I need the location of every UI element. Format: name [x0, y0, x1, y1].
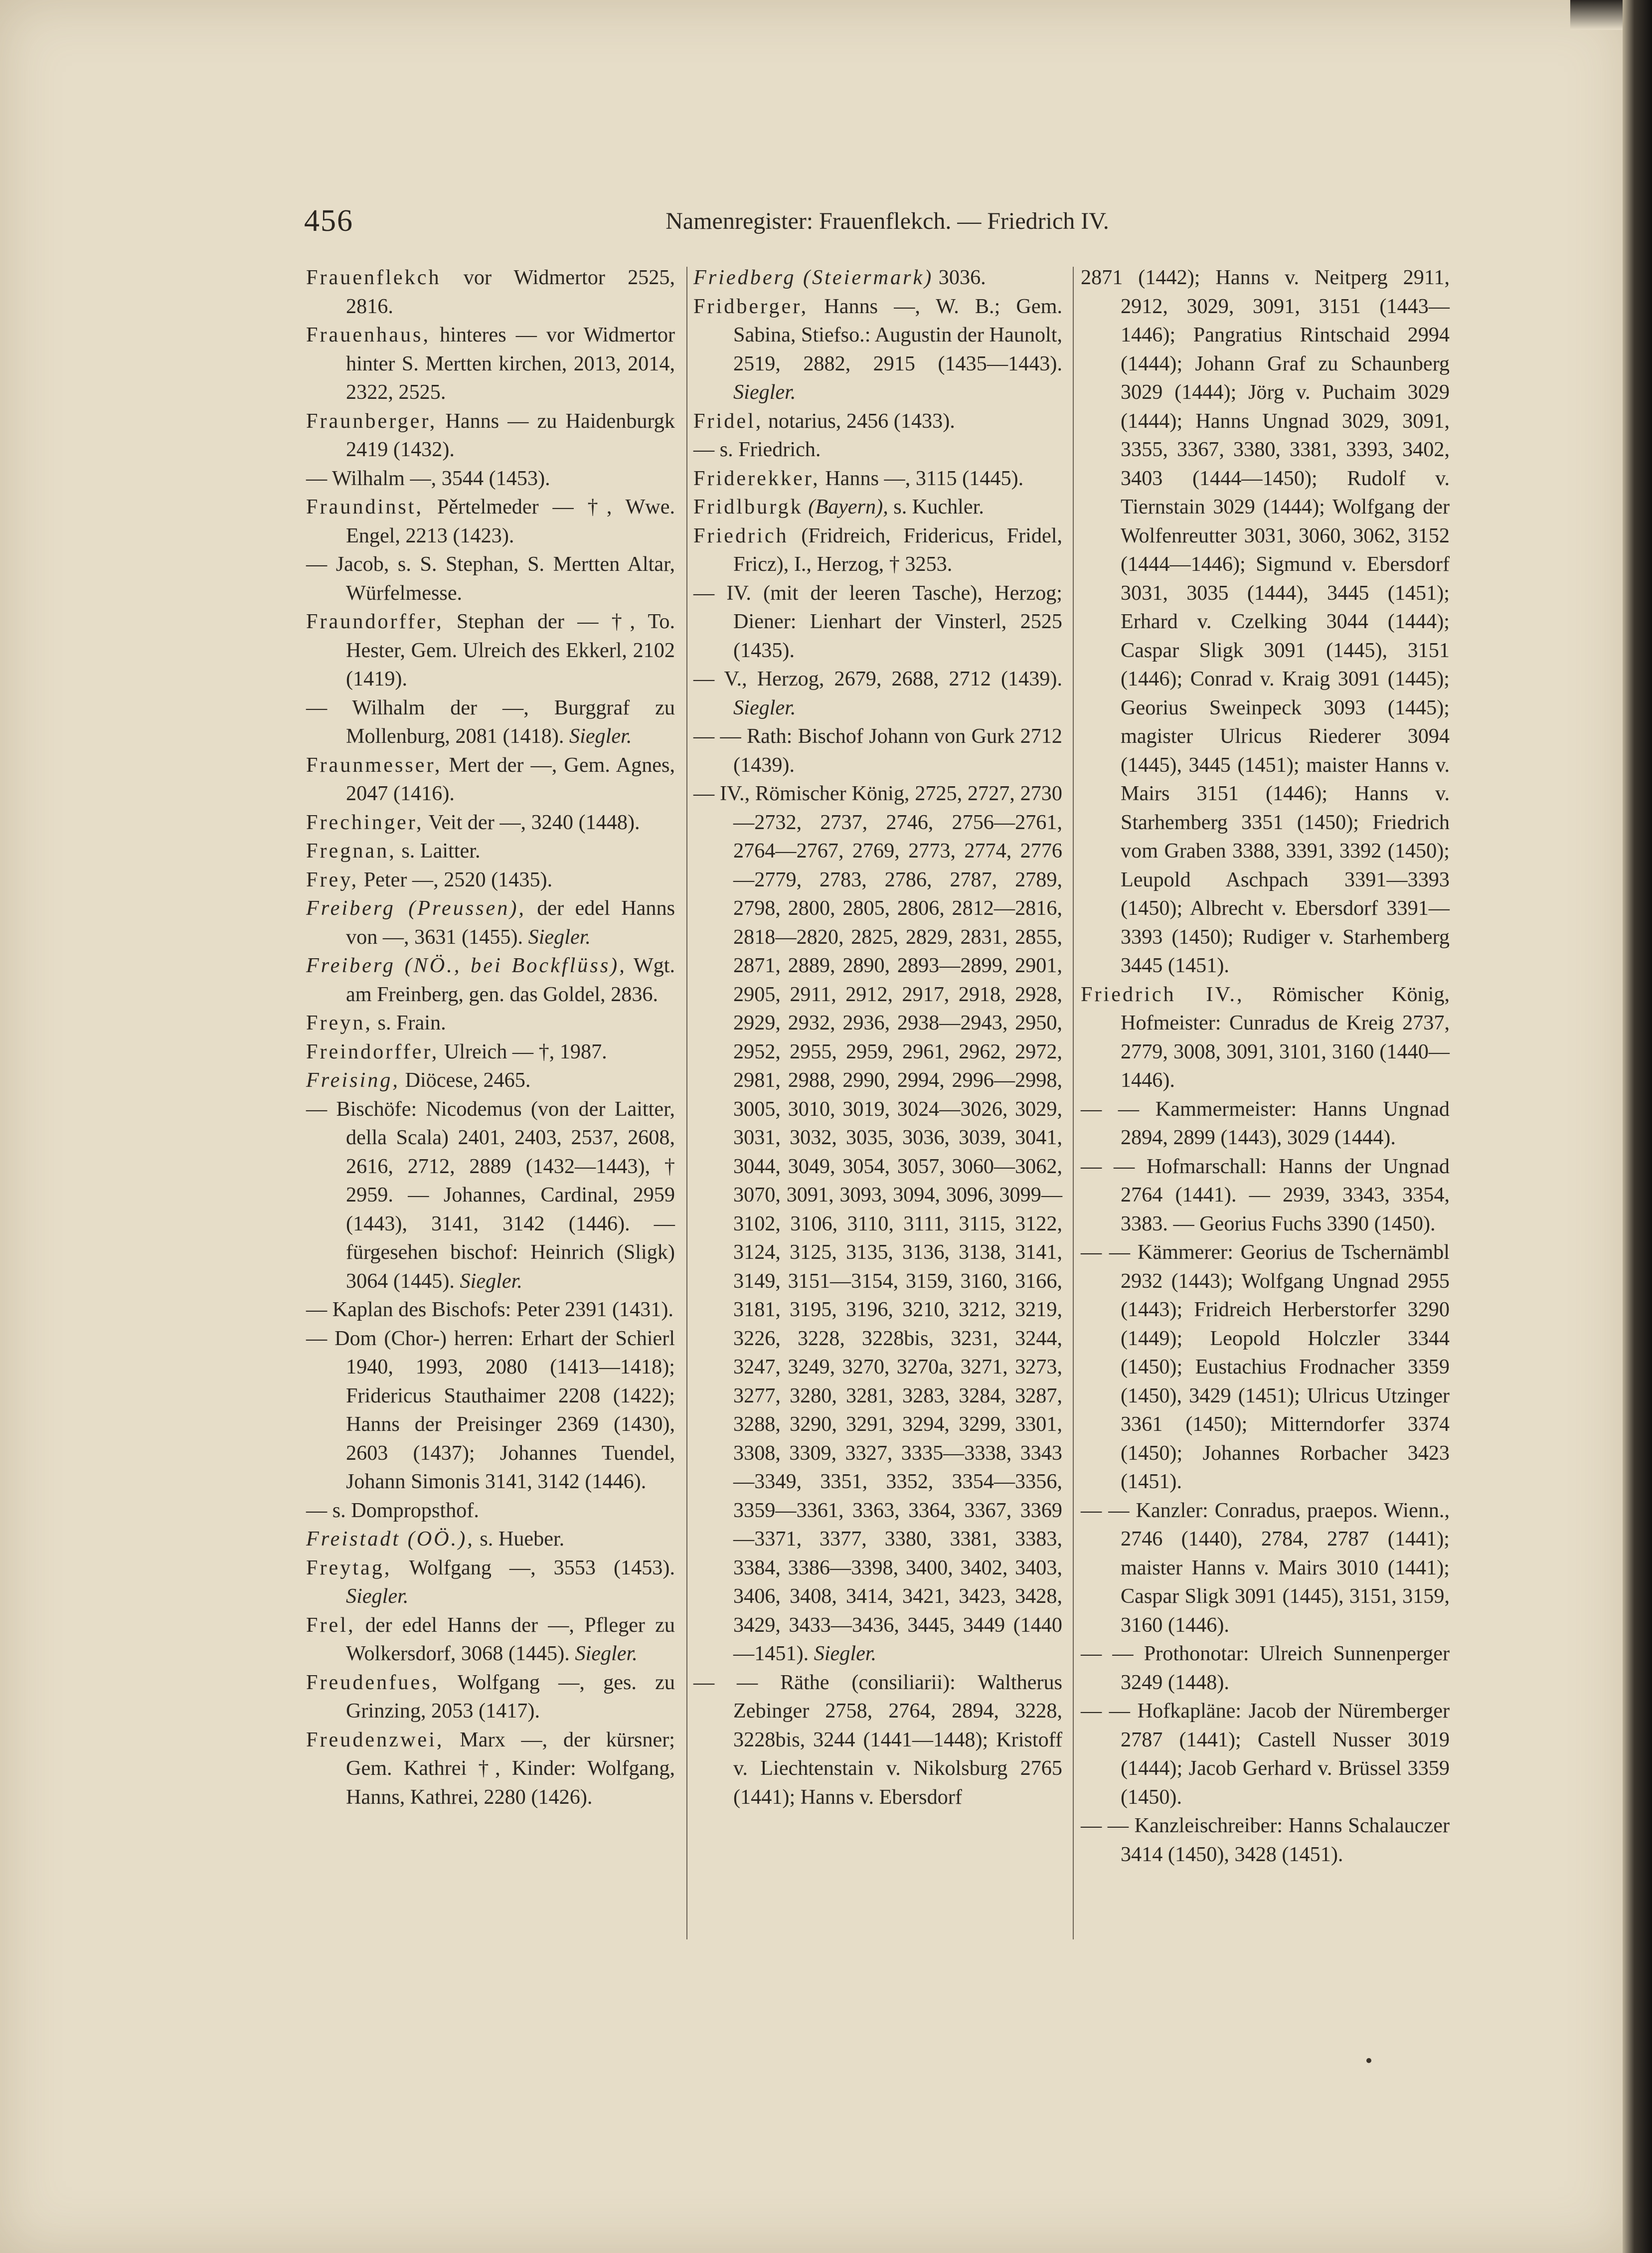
index-entry [306, 1066, 675, 1095]
entry-headword: Friedrich IV., [1081, 982, 1244, 1006]
index-entry [1081, 1238, 1450, 1496]
entry-headword: Frauenflekch [306, 266, 441, 289]
entry-text: s. Laitter. [401, 839, 481, 863]
index-entry [693, 665, 1062, 722]
entry-text: s. Frain. [377, 1011, 446, 1035]
index-entry [306, 493, 675, 550]
entry-text: — — Kammermeister: Hanns Ungnad 2894, 2899 (1443), 3029 (1444). [1081, 1097, 1450, 1149]
index-entry [306, 837, 675, 866]
index-entry [306, 321, 675, 407]
entry-text: Peter —, 2520 (1435). [363, 867, 553, 891]
running-title: Namenregister: Frauenflekch. — Friedrich IV. [665, 208, 1109, 234]
entry-headword: Freiberg (Preussen), [306, 896, 526, 920]
index-entry [693, 1668, 1062, 1812]
index-entry [1081, 1697, 1450, 1811]
index-entry [306, 407, 675, 464]
entry-text: Wgt. am Freinberg, gen. das Goldel, 2836. [346, 954, 675, 1006]
index-entry [306, 1726, 675, 1812]
index-entry [693, 579, 1062, 665]
index-entry [693, 521, 1062, 579]
index-entry [306, 808, 675, 837]
entry-text: Hanns —, W. B.; Gem. Sabina, Stiefso.: Augustin der Haunolt, 2519, 2882, 2915 (1435—1443). [733, 294, 1062, 375]
index-entry [306, 1496, 675, 1525]
index-entry [306, 693, 675, 751]
entry-headword: Frel, [306, 1613, 355, 1637]
entry-headword: Friedrich [693, 523, 789, 547]
index-entry [693, 464, 1062, 493]
index-entry [306, 894, 675, 951]
entry-text: hinteres — vor Widmertor hinter S. Mertten kirchen, 2013, 2014, 2322, 2525. [346, 323, 675, 404]
entry-text: Veit der —, 3240 (1448). [428, 810, 640, 834]
entry-text: — Jacob, s. S. Stephan, S. Mertten Altar, Würfelmesse. [306, 552, 675, 605]
index-entry [306, 951, 675, 1009]
entry-text: Wolfgang —, 3553 (1453). [409, 1556, 675, 1579]
index-entry [1081, 1639, 1450, 1697]
entry-text: — Bischöfe: Nicodemus (von der Laitter, della Scala) 2401, 2403, 2537, 2608, 2616, 2712, 2889 (1432—1443), † 2959. — Johannes, Cardinal, 2959 (1443), 3141, 3142 (1446). — fürgesehen bischof: Heinrich (Sligk) 3064 (1445). [306, 1097, 675, 1293]
entry-text: Pěrtelmeder — †, Wwe. Engel, 2213 (1423). [346, 495, 675, 547]
index-entry [1081, 263, 1450, 980]
index-entry [306, 550, 675, 607]
entry-text: Mert der —, Gem. Agnes, 2047 (1416). [346, 753, 675, 805]
index-entry [306, 1554, 675, 1611]
entry-headword: Frauenhaus, [306, 323, 431, 347]
entry-headword: Fridberger, [693, 294, 809, 318]
entry-headword: Fraundinst, [306, 495, 424, 519]
entry-headword: Freising, [306, 1068, 400, 1092]
entry-text: Siegler. [575, 1642, 638, 1665]
entry-text: Hanns —, 3115 (1445). [825, 466, 1024, 490]
page-number: 456 [304, 204, 353, 238]
entry-text: Siegler. [528, 925, 591, 949]
entry-text: — — Kanzler: Conradus, praepos. Wienn., 2746 (1440), 2784, 2787 (1441); maister Hanns v. Mairs 3010 (1441); Caspar Sligk 3091 (1445), 3151, 3159, 3160 (1446). [1081, 1498, 1450, 1637]
entry-text: 3036. [938, 266, 986, 289]
entry-text: notarius, 2456 (1433). [768, 409, 955, 433]
column-rule [686, 267, 687, 1939]
entry-text: — IV. (mit der leeren Tasche), Herzog; Diener: Lienhart der Vinsterl, 2525 (1435). [693, 581, 1062, 662]
entry-text: Marx —, der kürsner; Gem. Kathrei †, Kinder: Wolfgang, Hanns, Kathrei, 2280 (1426). [346, 1728, 675, 1809]
entry-headword: Fridlburgk [693, 495, 803, 519]
index-entry [306, 1038, 675, 1066]
index-entry [693, 779, 1062, 1668]
entry-headword: Freiberg (NÖ., bei Bockflüss), [306, 954, 627, 977]
index-column-left [306, 263, 675, 1811]
index-entry [1081, 980, 1450, 1095]
index-entry [306, 263, 675, 321]
entry-text: — — Rath: Bischof Johann von Gurk 2712 (1439). [693, 724, 1062, 777]
entry-text: — — Hofmarschall: Hanns der Ungnad 2764 (1441). — 2939, 3343, 3354, 3383. — Georius Fuchs 3390 (1450). [1081, 1154, 1450, 1235]
page-corner-shadow [1570, 0, 1630, 30]
index-entry [1081, 1496, 1450, 1640]
index-entry [306, 464, 675, 493]
index-entry [1081, 1095, 1450, 1152]
index-entry [306, 751, 675, 808]
index-entry [306, 1295, 675, 1324]
entry-headword: Fraundorffer, [306, 610, 444, 633]
entry-headword: Fraunberger, [306, 409, 437, 433]
entry-headword: Frey, [306, 867, 359, 891]
entry-text: vor Widmertor 2525, 2816. [346, 266, 675, 318]
entry-text: — — Kämmerer: Georius de Tschernämbl 2932 (1443); Wolfgang Ungnad 2955 (1443); Fridreich Herberstorfer 3290 (1449); Leopold Holczler 3344 (1450); Eustachius Frodnacher 3359 (1450), 3429 (1451); Ulricus Utzinger 3361 (1450); Mitterndorfer 3374 (1450); Johannes Rorbacher 3423 (1451). [1081, 1240, 1450, 1493]
entry-headword: Freistadt (OÖ.), [306, 1527, 475, 1551]
entry-text: (Fridreich, Fridericus, Fridel, Fricz), I., Herzog, † 3253. [733, 523, 1062, 576]
entry-text: — s. Friedrich. [693, 438, 821, 461]
entry-headword: Freytag, [306, 1556, 392, 1579]
entry-headword: Fregnan, [306, 839, 396, 863]
entry-text: Siegler. [346, 1584, 409, 1608]
index-column-middle [693, 263, 1062, 1811]
entry-text: — V., Herzog, 2679, 2688, 2712 (1439). [693, 667, 1062, 691]
index-entry [306, 1009, 675, 1038]
entry-text: Diöcese, 2465. [405, 1068, 531, 1092]
ink-spot [1366, 2058, 1371, 2063]
index-entry [693, 435, 1062, 464]
index-entry [306, 1611, 675, 1668]
index-entry [693, 407, 1062, 436]
entry-headword: Freyn, [306, 1011, 372, 1035]
entry-text: — Wilhalm —, 3544 (1453). [306, 466, 550, 490]
entry-text: — — Kanzleischreiber: Hanns Schalauczer 3414 (1450), 3428 (1451). [1081, 1814, 1450, 1866]
index-entry [306, 607, 675, 693]
index-entry [306, 1095, 675, 1296]
page-header [304, 203, 1471, 248]
index-entry [1081, 1811, 1450, 1869]
entry-text: Siegler. [733, 695, 796, 719]
entry-headword: Friedberg (Steiermark) [693, 266, 934, 289]
entry-text: der edel Hanns von —, 3631 (1455). [346, 896, 675, 949]
entry-headword: Fraunmesser, [306, 753, 442, 777]
entry-text: — Dom (Chor-) herren: Erhart der Schierl 1940, 1993, 2080 (1413—1418); Fridericus Stauthaimer 2208 (1422); Hanns der Preisinger 2369 (1430), 2603 (1437); Johannes Tuendel, Johann Simonis 3141, 3142 (1446). [306, 1326, 675, 1493]
column-rule [1073, 267, 1074, 1939]
index-entry [306, 1324, 675, 1496]
index-entry [693, 722, 1062, 779]
entry-text: — Kaplan des Bischofs: Peter 2391 (1431). [306, 1298, 673, 1321]
entry-headword: Freindorffer, [306, 1040, 439, 1063]
entry-text: — — Hofkapläne: Jacob der Nüremberger 2787 (1441); Castell Nusser 3019 (1444); Jacob Gerhard v. Brüssel 3359 (1450). [1081, 1699, 1450, 1809]
entry-text: 2871 (1442); Hanns v. Neitperg 2911, 2912, 3029, 3091, 3151 (1443—1446); Pangratius Rintschaid 2994 (1444); Johann Graf zu Schaunberg 3029 (1444); Jörg v. Puchaim 3029 (1444); Hanns Ungnad 3029, 3091, 3355, 3367, 3380, 3381, 3393, 3402, 3403 (1444—1450); Rudolf v. Tiernstain 3029 (1444); Wolfgang der Wolfenreutter 3031, 3060, 3062, 3152 (1444—1446); Sigmund v. Ebersdorf 3031, 3035 (1444), 3445 (1451); Erhard v. Czelking 3044 (1444); Caspar Sligk 3091 (1445), 3151 (1446); Conrad v. Kraig 3091 (1445); Georius Sweinpeck 3093 (1445); magister Ulricus Riederer 3094 (1445), 3445 (1451); maister Hanns v. Mairs 3151 (1446); Hanns v. Starhemberg 3351 (1450); Friedrich vom Graben 3388, 3391, 3392 (1450); Leupold Aschpach 3391—3393 (1450); Albrecht v. Ebersdorf 3391—3393 (1450); Rudiger v. Starhemberg 3445 (1451). [1081, 266, 1450, 977]
index-entry [693, 263, 1062, 292]
entry-headword: Fridel, [693, 409, 763, 433]
entry-text: der edel Hanns der —, Pfleger zu Wolkersdorf, 3068 (1445). [346, 1613, 675, 1665]
entry-text: — IV., Römischer König, 2725, 2727, 2730—2732, 2737, 2746, 2756—2761, 2764—2767, 2769, 2773, 2774, 2776—2779, 2783, 2786, 2787, 2789, 2798, 2800, 2805, 2806, 2812—2816, 2818—2820, 2825, 2829, 2831, 2855, 2871, 2889, 2890, 2893—2899, 2901, 2905, 2911, 2912, 2917, 2918, 2928, 2929, 2932, 2936, 2938—2943, 2950, 2952, 2955, 2959, 2961, 2962, 2972, 2981, 2988, 2990, 2994, 2996—2998, 3005, 3010, 3019, 3024—3026, 3029, 3031, 3032, 3035, 3036, 3039, 3041, 3044, 3049, 3054, 3057, 3060—3062, 3070, 3091, 3093, 3094, 3096, 3099—3102, 3106, 3110, 3111, 3115, 3122, 3124, 3125, 3135, 3136, 3138, 3141, 3149, 3151—3154, 3159, 3160, 3166, 3181, 3195, 3196, 3210, 3212, 3219, 3226, 3228, 3228bis, 3231, 3244, 3247, 3249, 3270, 3270a, 3271, 3273, 3277, 3280, 3281, 3283, 3284, 3287, 3288, 3290, 3291, 3294, 3299, 3301, 3308, 3309, 3327, 3335—3338, 3343—3349, 3351, 3352, 3354—3356, 3359—3361, 3363, 3364, 3367, 3369—3371, 3377, 3380, 3381, 3383, 3384, 3386—3398, 3400, 3402, 3403, 3406, 3408, 3414, 3421, 3423, 3428, 3429, 3433—3436, 3445, 3449 (1440—1451). [693, 782, 1062, 1665]
entry-text: Ulreich — †, 1987. [444, 1040, 607, 1063]
index-entry [306, 1668, 675, 1726]
entry-text: Hanns — zu Haidenburgk 2419 (1432). [346, 409, 675, 461]
entry-text: s. Kuchler. [893, 495, 984, 519]
entry-text: — — Räthe (consiliarii): Waltherus Zebinger 2758, 2764, 2894, 3228, 3228bis, 3244 (1441—1448); Kristoff v. Liechtenstain v. Nikolsburg 2765 (1441); Hanns v. Ebersdorf [693, 1670, 1062, 1809]
index-entry [693, 292, 1062, 407]
entry-text: s. Hueber. [480, 1527, 565, 1551]
index-entry [306, 1525, 675, 1554]
entry-headword: Freudenfues, [306, 1670, 440, 1694]
entry-text: Siegler. [733, 380, 796, 404]
entry-text: — s. Dompropsthof. [306, 1498, 479, 1522]
entry-text: Wolfgang —, ges. zu Grinzing, 2053 (1417). [346, 1670, 675, 1723]
entry-headword: Friderekker, [693, 466, 820, 490]
entry-text: Siegler. [460, 1269, 522, 1293]
entry-text: — Wilhalm der —, Burggraf zu Mollenburg, 2081 (1418). [306, 695, 675, 748]
entry-text: — — Prothonotar: Ulreich Sunnenperger 3249 (1448). [1081, 1642, 1450, 1694]
entry-text: (Bayern), [808, 495, 888, 519]
entry-text: Siegler. [569, 724, 632, 748]
index-entry [306, 866, 675, 894]
index-column-right [1081, 263, 1450, 1869]
entry-text: Römischer König, Hofmeister: Cunradus de Kreig 2737, 2779, 3008, 3091, 3101, 3160 (1440—1446). [1121, 982, 1450, 1092]
index-entry [693, 493, 1062, 521]
entry-text: Siegler. [814, 1642, 877, 1665]
entry-headword: Freudenzwei, [306, 1728, 444, 1751]
index-entry [1081, 1152, 1450, 1238]
binding-edge [1623, 0, 1652, 2253]
entry-headword: Frechinger, [306, 810, 424, 834]
entry-text: Stephan der — †, To. Hester, Gem. Ulreich des Ekkerl, 2102 (1419). [346, 610, 675, 691]
